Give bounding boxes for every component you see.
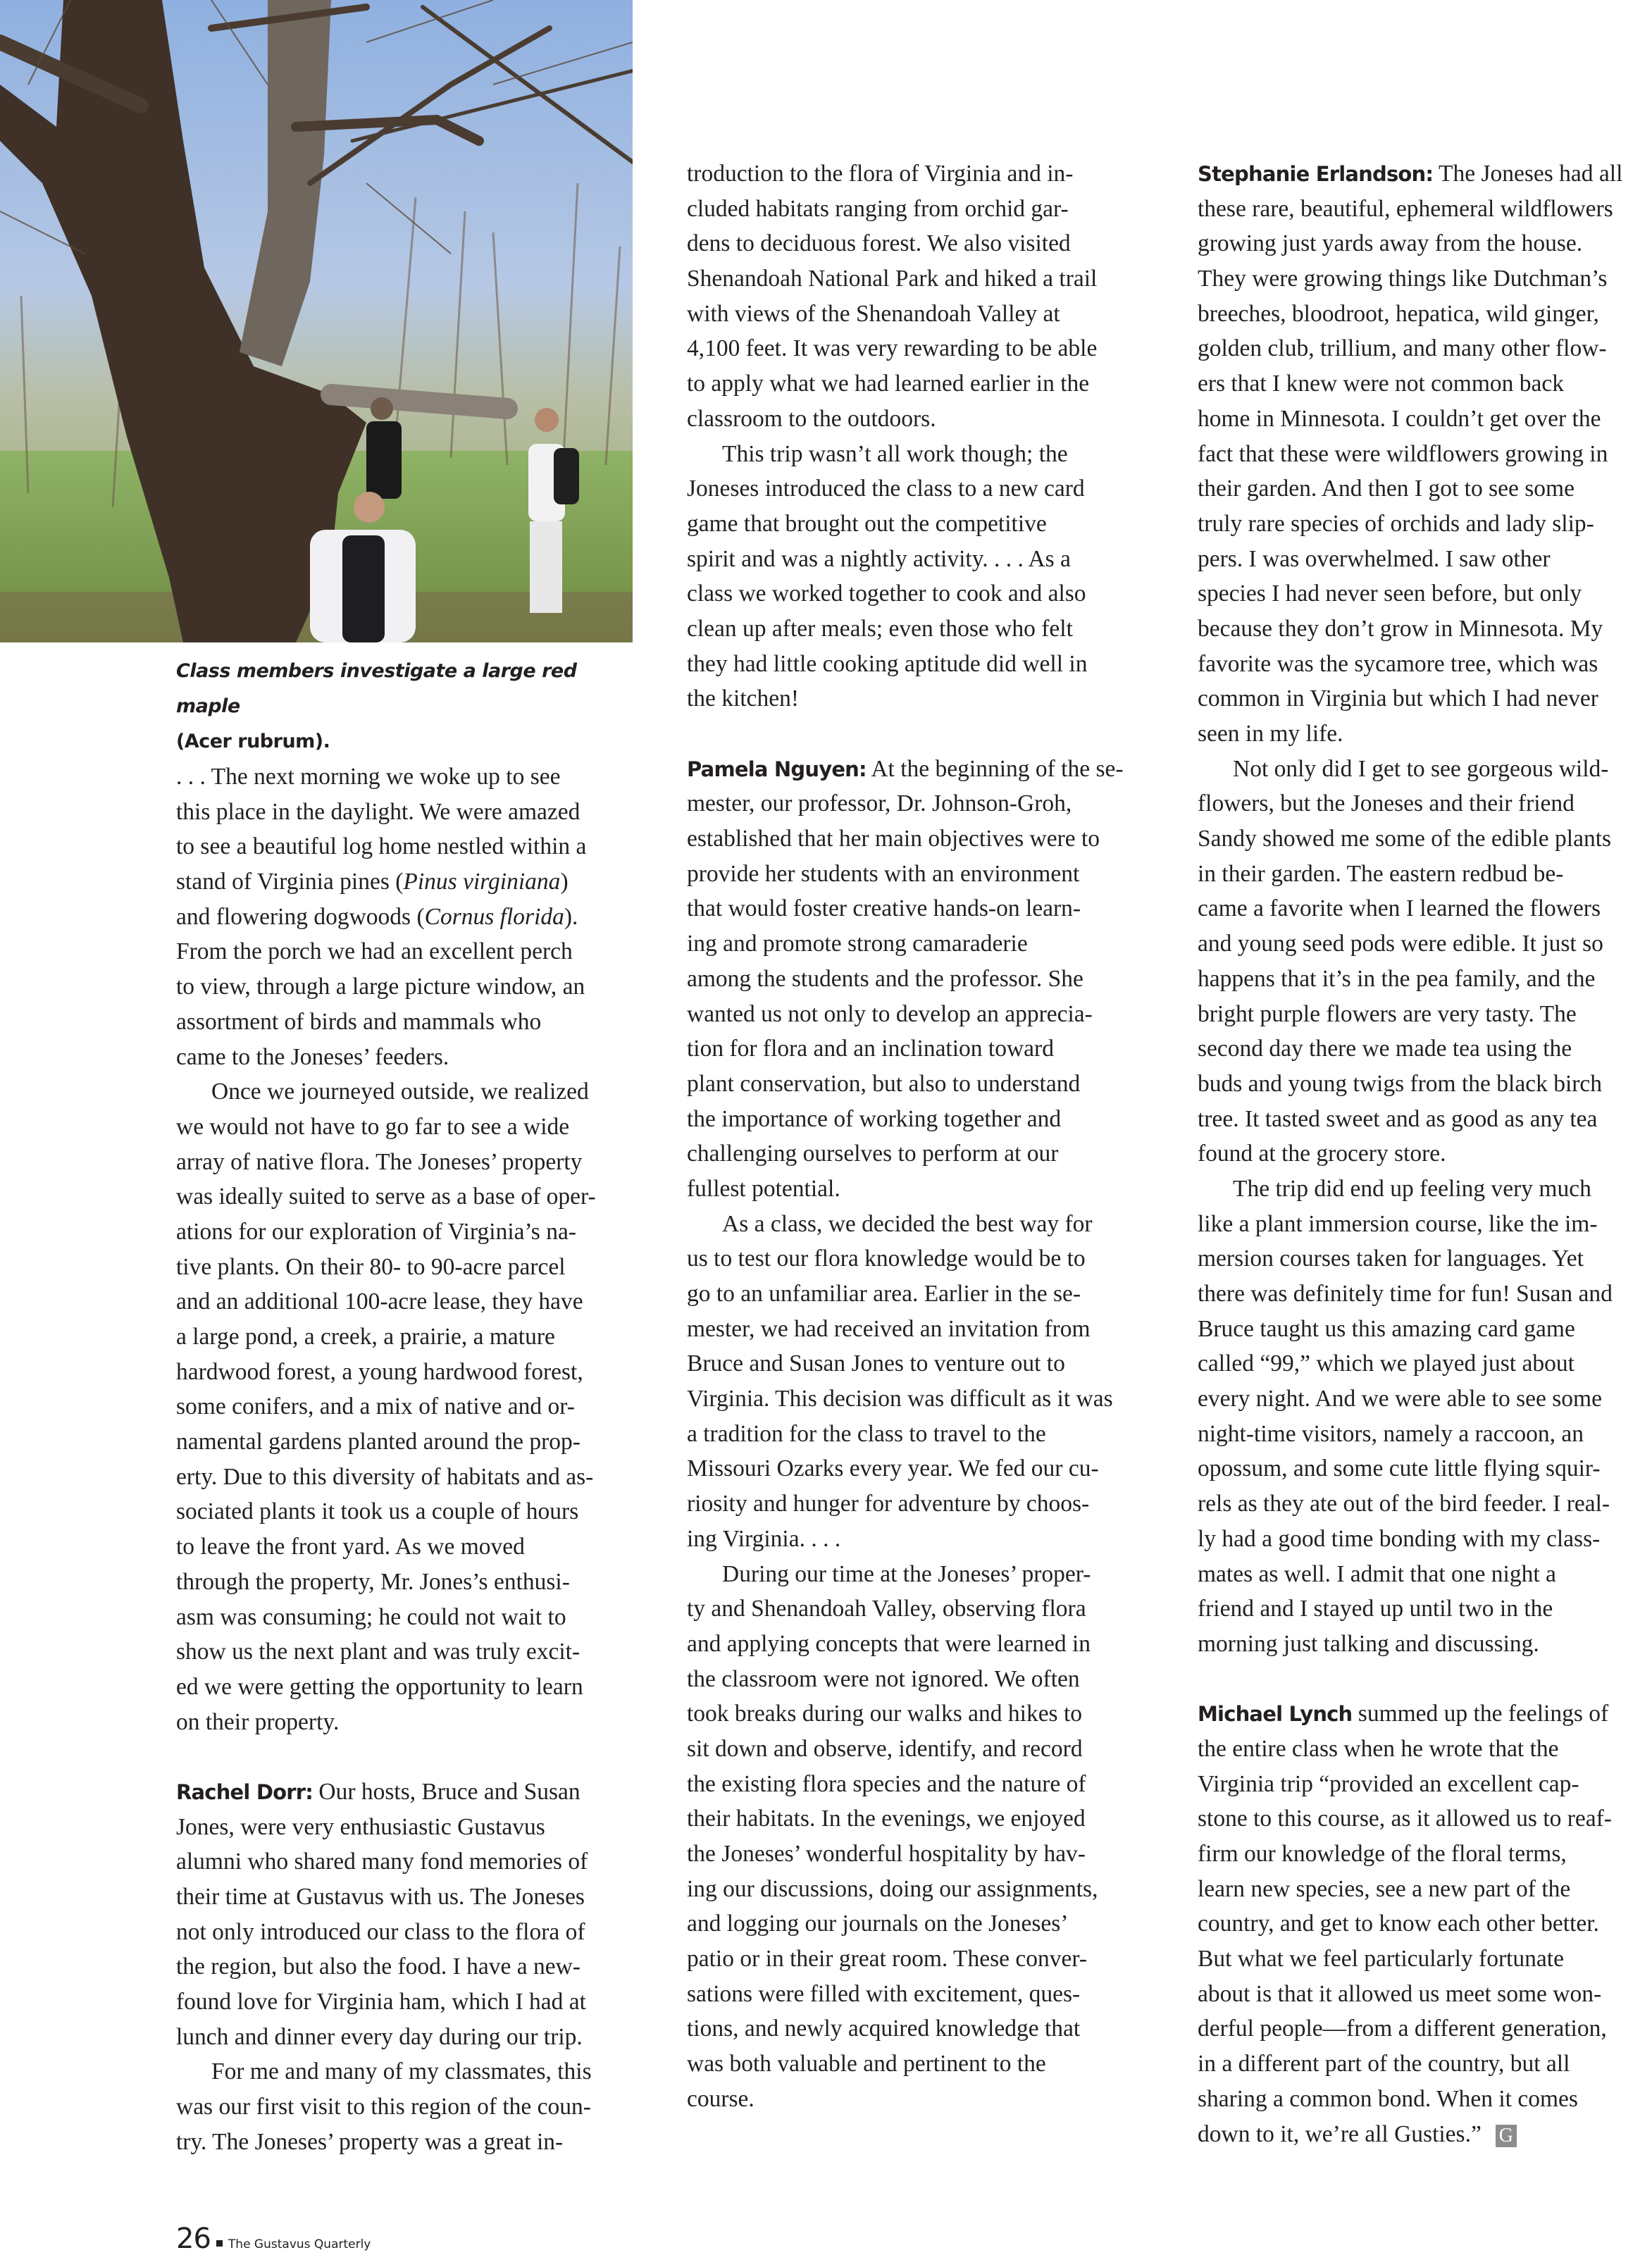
text-line: sations were filled with excitement, ques- — [687, 1980, 1081, 2007]
text-line: cluded habitats ranging from orchid gar- — [687, 195, 1069, 222]
paragraph-gap — [176, 1739, 627, 1775]
text-line: and logging our journals on the Joneses’ — [687, 1911, 1069, 1937]
text-line: seen in my life. — [1198, 721, 1343, 747]
text-line: established that her main objectives were to — [687, 826, 1100, 852]
column-3 — [1198, 156, 1648, 2151]
text-line: try. The Joneses’ property was a great in- — [176, 2128, 564, 2155]
text-line: hardwood forest, a young hardwood forest, — [176, 1358, 583, 1385]
text-fragment: ). — [564, 903, 578, 930]
text-line: their garden. And then I got to see some — [1198, 476, 1575, 502]
text-line: They were growing things like Dutchman’s — [1198, 266, 1608, 292]
text-line: a tradition for the class to travel to the — [687, 1420, 1046, 1447]
text-line: For me and many of my classmates, this — [211, 2058, 592, 2085]
text-line: fact that these were wildflowers growing in — [1198, 440, 1608, 467]
text-line: the entire class when he wrote that the — [1198, 1735, 1559, 1762]
text-line: ly had a good time bonding with my class- — [1198, 1525, 1601, 1552]
text-fragment: down to it, we’re all Gusties.” — [1198, 2120, 1482, 2147]
end-of-article-icon: G — [1496, 2125, 1517, 2147]
text-line: and applying concepts that were learned in — [687, 1630, 1091, 1657]
text-line: common in Virginia but which I had never — [1198, 685, 1598, 712]
photo-illustration — [0, 0, 633, 642]
text-line: country, and get to know each other better. — [1198, 1911, 1599, 1937]
text-line: During our time at the Joneses’ proper- — [722, 1560, 1091, 1587]
text-line: . . . The next morning we woke up to see — [176, 764, 561, 790]
speaker-name: Rachel Dorr: — [176, 1779, 313, 1804]
text-line: among the students and the professor. She — [687, 965, 1083, 992]
text-line: Sandy showed me some of the edible plants — [1198, 826, 1612, 852]
text-line: to apply what we had learned earlier in the — [687, 371, 1090, 397]
text-line: was both valuable and pertinent to the — [687, 2051, 1046, 2077]
paragraph-gap — [687, 716, 1138, 752]
text-line: pers. I was overwhelmed. I saw other — [1198, 545, 1551, 572]
text-line: growing just yards away from the house. — [1198, 230, 1583, 257]
text-line: this place in the daylight. We were amazed — [176, 798, 580, 825]
text-line: species I had never seen before, but only — [1198, 580, 1582, 607]
text-line: took breaks during our walks and hikes to — [687, 1701, 1083, 1727]
speaker-name: Stephanie Erlandson: — [1198, 162, 1434, 186]
text-line: these rare, beautiful, ephemeral wildflowers — [1198, 195, 1613, 222]
text-line: patio or in their great room. These conver- — [687, 1946, 1088, 1973]
text-line: ers that I knew were not common back — [1198, 371, 1565, 397]
bullet-square-icon — [216, 2240, 223, 2247]
text-line — [687, 752, 1138, 787]
text-line: ing Virginia. . . . — [687, 1525, 841, 1552]
text-line: to leave the front yard. As we moved — [176, 1534, 525, 1560]
text-line: Virginia. This decision was difficult as it was — [687, 1386, 1113, 1412]
text-line — [1198, 156, 1648, 192]
text-line: the classroom were not ignored. We often — [687, 1665, 1080, 1692]
speaker-name: Michael Lynch — [1198, 1702, 1353, 1727]
text-line: in their garden. The eastern redbud be- — [1198, 860, 1564, 887]
text-line: mester, our professor, Dr. Johnson-Groh, — [687, 790, 1072, 817]
photo-caption — [176, 654, 627, 759]
text-line: ty and Shenandoah Valley, observing flora — [687, 1596, 1086, 1622]
text-line: classroom to the outdoors. — [687, 405, 936, 432]
text-fragment: and flowering dogwoods ( — [176, 903, 425, 930]
text-line: Jones, were very enthusiastic Gustavus — [176, 1813, 545, 1840]
text-line: namental gardens planted around the prop- — [176, 1429, 580, 1455]
text-line: plant conservation, but also to understand — [687, 1070, 1081, 1097]
text-line: But what we feel particularly fortunate — [1198, 1946, 1564, 1973]
text-line: called “99,” which we played just about — [1198, 1350, 1575, 1377]
text-line: Virginia trip “provided an excellent cap- — [1198, 1770, 1579, 1797]
text-line: was our first visit to this region of the coun- — [176, 2094, 591, 2120]
text-fragment: At the beginning of the se- — [871, 755, 1124, 782]
text-line: mester, we had received an invitation from — [687, 1315, 1091, 1342]
text-line: From the porch we had an excellent perch — [176, 938, 573, 965]
publication-name: The Gustavus Quarterly — [228, 2237, 371, 2251]
text-line: we would not have to go far to see a wide — [176, 1113, 570, 1140]
speaker-name: Pamela Nguyen: — [687, 757, 867, 781]
page-footer — [176, 2223, 371, 2255]
text-line: their habitats. In the evenings, we enjoyed — [687, 1806, 1086, 1832]
text-line: Missouri Ozarks every year. We fed our cu- — [687, 1455, 1099, 1482]
text-line: dens to deciduous forest. We also visited — [687, 230, 1071, 257]
text-line: class we worked together to cook and also — [687, 580, 1086, 607]
text-line: erty. Due to this diversity of habitats and as- — [176, 1463, 594, 1490]
caption-species: (Acer rubrum). — [176, 731, 330, 752]
text-line: there was definitely time for fun! Susan and — [1198, 1281, 1613, 1307]
text-line: lunch and dinner every day during our trip. — [176, 2023, 583, 2050]
photo-red-maple — [0, 0, 633, 642]
text-line: the Joneses’ wonderful hospitality by hav- — [687, 1841, 1086, 1867]
text-line: the region, but also the food. I have a new- — [176, 1953, 580, 1980]
text-line: breeches, bloodroot, hepatica, wild ginger, — [1198, 300, 1599, 327]
text-line — [1198, 2117, 1648, 2152]
text-line: asm was consuming; he could not wait to — [176, 1603, 566, 1630]
text-line: the kitchen! — [687, 685, 800, 712]
text-line: 4,100 feet. It was very rewarding to be able — [687, 335, 1098, 362]
text-line: firm our knowledge of the floral terms, — [1198, 1841, 1567, 1867]
text-line: show us the next plant and was truly excit- — [176, 1639, 580, 1665]
text-fragment: stand of Virginia pines ( — [176, 869, 404, 895]
text-line: Joneses introduced the class to a new card — [687, 476, 1085, 502]
text-line: go to an unfamiliar area. Earlier in the se- — [687, 1281, 1081, 1307]
text-line: Not only did I get to see gorgeous wild- — [1233, 755, 1609, 782]
text-line: morning just talking and discussing. — [1198, 1630, 1539, 1657]
text-line — [176, 864, 627, 900]
text-line: the existing flora species and the nature of — [687, 1770, 1086, 1797]
text-line: As a class, we decided the best way for — [722, 1210, 1093, 1237]
text-line: and young seed pods were edible. It just so — [1198, 931, 1603, 957]
text-line: The trip did end up feeling very much — [1233, 1175, 1591, 1202]
text-line: learn new species, see a new part of the — [1198, 1875, 1571, 1902]
text-line: sociated plants it took us a couple of hours — [176, 1498, 579, 1525]
text-fragment: ) — [560, 869, 569, 895]
text-line: ations for our exploration of Virginia’s na- — [176, 1218, 576, 1245]
text-line: a large pond, a creek, a prairie, a mature — [176, 1324, 555, 1350]
text-line: to see a beautiful log home nestled within a — [176, 833, 587, 860]
text-line: provide her students with an environment — [687, 860, 1080, 887]
text-line: ing our discussions, doing our assignments, — [687, 1875, 1098, 1902]
text-line: about is that it allowed us meet some won- — [1198, 1980, 1602, 2007]
text-line: that would foster creative hands-on learn- — [687, 895, 1081, 922]
text-line: course. — [687, 2085, 754, 2112]
text-line: tree. It tasted sweet and as good as any tea — [1198, 1105, 1598, 1132]
text-line: tive plants. On their 80- to 90-acre parcel — [176, 1253, 566, 1280]
text-line: troduction to the flora of Virginia and in- — [687, 161, 1074, 187]
text-line: came a favorite when I learned the flowers — [1198, 895, 1601, 922]
text-line: found love for Virginia ham, which I had at — [176, 1989, 586, 2015]
text-line: like a plant immersion course, like the im- — [1198, 1210, 1598, 1237]
text-line: truly rare species of orchids and lady slip- — [1198, 510, 1594, 537]
text-line: through the property, Mr. Jones’s enthusi- — [176, 1568, 570, 1595]
text-line: wanted us not only to develop an apprecia- — [687, 1000, 1093, 1027]
text-line — [176, 900, 627, 935]
text-line: derful people—from a different generation, — [1198, 2015, 1607, 2042]
text-line: friend and I stayed up until two in the — [1198, 1596, 1553, 1622]
caption-text: Class members investigate a large red maple — [176, 660, 577, 717]
text-line: Shenandoah National Park and hiked a trail — [687, 266, 1098, 292]
text-line: Once we journeyed outside, we realized — [211, 1079, 589, 1105]
species-name-cornus: Cornus florida — [424, 903, 564, 930]
text-line: they had little cooking aptitude did well in — [687, 650, 1088, 677]
text-line: array of native flora. The Joneses’ property — [176, 1148, 583, 1175]
text-line: riosity and hunger for adventure by choos- — [687, 1491, 1090, 1517]
text-line: challenging ourselves to perform at our — [687, 1141, 1059, 1167]
text-line: golden club, trillium, and many other flow- — [1198, 335, 1607, 362]
text-line: Bruce and Susan Jones to venture out to — [687, 1350, 1065, 1377]
text-fragment: Our hosts, Bruce and Susan — [318, 1778, 580, 1805]
text-line: in a different part of the country, but all — [1198, 2051, 1570, 2077]
text-line: second day there we made tea using the — [1198, 1036, 1572, 1062]
text-line: opossum, and some cute little flying squir- — [1198, 1455, 1601, 1482]
column-2 — [687, 156, 1138, 2117]
paragraph-gap — [1198, 1662, 1648, 1697]
text-line: because they don’t grow in Minnesota. My — [1198, 615, 1603, 642]
text-line: home in Minnesota. I couldn’t get over the — [1198, 405, 1601, 432]
text-line: This trip wasn’t all work though; the — [722, 440, 1068, 467]
text-line: bright purple flowers are very tasty. The — [1198, 1000, 1577, 1027]
text-line: alumni who shared many fond memories of — [176, 1849, 588, 1875]
text-line: stone to this course, as it allowed us to reaf- — [1198, 1806, 1612, 1832]
page-number: 26 — [176, 2223, 211, 2255]
text-line: spirit and was a nightly activity. . . . As a — [687, 545, 1071, 572]
text-fragment: summed up the feelings of — [1358, 1701, 1609, 1727]
text-line: us to test our flora knowledge would be to — [687, 1245, 1086, 1272]
text-line: Bruce taught us this amazing card game — [1198, 1315, 1575, 1342]
text-line: tion for flora and an inclination toward — [687, 1036, 1054, 1062]
text-line: rels as they ate out of the bird feeder. I real- — [1198, 1491, 1610, 1517]
text-line: their time at Gustavus with us. The Joneses — [176, 1884, 585, 1910]
text-line: found at the grocery store. — [1198, 1141, 1446, 1167]
text-fragment: The Joneses had all — [1438, 161, 1623, 187]
text-line: tions, and newly acquired knowledge that — [687, 2015, 1081, 2042]
text-line — [176, 1775, 627, 1810]
text-line: night-time visitors, namely a raccoon, an — [1198, 1420, 1584, 1447]
text-line: sit down and observe, identify, and record — [687, 1735, 1083, 1762]
text-line: flowers, but the Joneses and their friend — [1198, 790, 1575, 817]
text-line: to view, through a large picture window, an — [176, 974, 585, 1000]
text-line: with views of the Shenandoah Valley at — [687, 300, 1060, 327]
text-line: game that brought out the competitive — [687, 510, 1047, 537]
text-line: sharing a common bond. When it comes — [1198, 2085, 1578, 2112]
text-line: mates as well. I admit that one night a — [1198, 1560, 1556, 1587]
text-line: buds and young twigs from the black birch — [1198, 1070, 1603, 1097]
text-line: the importance of working together and — [687, 1105, 1062, 1132]
text-line: every night. And we were able to see some — [1198, 1386, 1602, 1412]
text-line: on their property. — [176, 1708, 340, 1735]
text-line: was ideally suited to serve as a base of oper- — [176, 1184, 596, 1210]
text-line: came to the Joneses’ feeders. — [176, 1043, 449, 1070]
text-line: mersion courses taken for languages. Yet — [1198, 1245, 1584, 1272]
text-line: happens that it’s in the pea family, and the — [1198, 965, 1596, 992]
text-line: and an additional 100-acre lease, they have — [176, 1288, 583, 1315]
text-line: not only introduced our class to the flora of — [176, 1918, 585, 1945]
text-line: ing and promote strong camaraderie — [687, 931, 1028, 957]
text-line: clean up after meals; even those who felt — [687, 615, 1073, 642]
text-line: fullest potential. — [687, 1175, 840, 1202]
text-line: favorite was the sycamore tree, which was — [1198, 650, 1598, 677]
text-line — [1198, 1696, 1648, 1732]
column-1 — [176, 759, 627, 2160]
text-line: ed we were getting the opportunity to learn — [176, 1673, 583, 1700]
species-name-pinus: Pinus virginiana — [403, 869, 561, 895]
text-line: some conifers, and a mix of native and or- — [176, 1393, 575, 1420]
text-line: assortment of birds and mammals who — [176, 1008, 542, 1035]
